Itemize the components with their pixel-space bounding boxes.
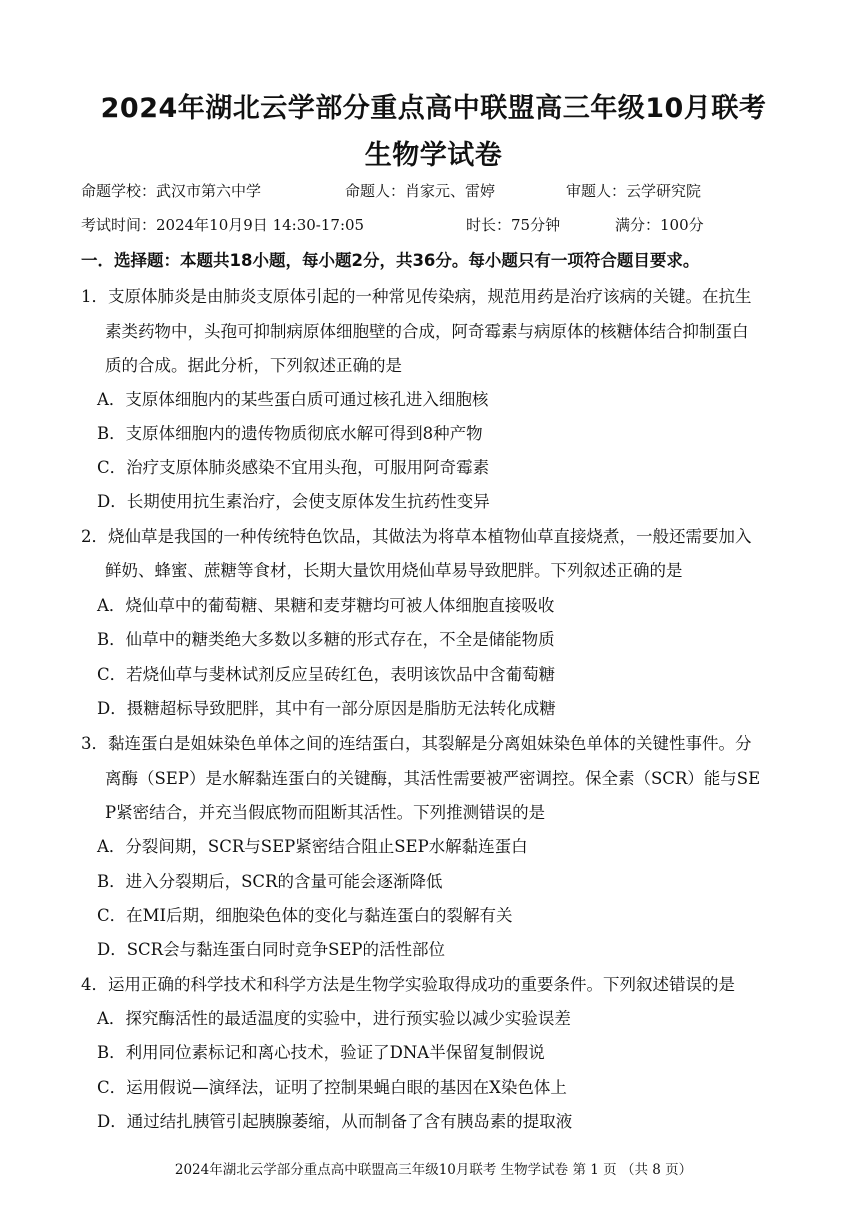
question-2-option-c: C．若烧仙草与斐林试剂反应呈砖红色，表明该饮品中含葡萄糖 [97,665,556,684]
question-1-option-b: B．支原体细胞内的遗传物质彻底水解可得到8种产物 [97,424,483,443]
question-4-line-1: 4．运用正确的科学技术和科学方法是生物学实验取得成功的重要条件。下列叙述错误的是 [81,975,735,994]
question-3-line-3: P紧密结合，并充当假底物而阻断其活性。下列推测错误的是 [105,803,546,822]
school-label: 命题学校：武汉市第六中学 [81,182,262,200]
exam-title: 2024年湖北云学部分重点高中联盟高三年级10月联考 [100,93,767,124]
question-3-option-c: C．在MI后期，细胞染色体的变化与黏连蛋白的裂解有关 [97,906,513,925]
question-2-option-a: A．烧仙草中的葡萄糖、果糖和麦芽糖均可被人体细胞直接吸收 [97,596,555,615]
question-2-option-b: B．仙草中的糖类绝大多数以多糖的形式存在，不全是储能物质 [97,630,555,649]
question-3-option-d: D．SCR会与黏连蛋白同时竞争SEP的活性部位 [97,940,446,959]
question-1-option-d: D．长期使用抗生素治疗，会使支原体发生抗药性变异 [97,492,490,511]
question-1-option-c: C．治疗支原体肺炎感染不宜用头孢，可服用阿奇霉素 [97,458,490,477]
page-footer: 2024年湖北云学部分重点高中联盟高三年级10月联考 生物学试卷 第 1 页 （共 8 页） [174,1162,693,1178]
question-3-option-a: A．分裂间期，SCR与SEP紧密结合阻止SEP水解黏连蛋白 [97,837,528,856]
full-score-label: 满分：100分 [615,216,704,234]
question-1-line-3: 质的合成。据此分析，下列叙述正确的是 [105,356,402,375]
question-2-option-d: D．摄糖超标导致肥胖，其中有一部分原因是脂肪无法转化成糖 [97,699,556,718]
question-4-option-d: D．通过结扎胰管引起胰腺萎缩，从而制备了含有胰岛素的提取液 [97,1112,573,1131]
section-title: 一．选择题：本题共18小题，每小题2分，共36分。每小题只有一项符合题目要求。 [81,251,700,270]
question-1-option-a: A．支原体细胞内的某些蛋白质可通过核孔进入细胞核 [97,390,489,409]
question-4-option-b: B．利用同位素标记和离心技术，验证了DNA半保留复制假说 [97,1043,545,1062]
exam-time-label: 考试时间：2024年10月9日 14:30-17:05 [81,216,365,234]
authors-label: 命题人：肖家元、雷婷 [345,182,496,200]
question-3-option-b: B．进入分裂期后，SCR的含量可能会逐渐降低 [97,872,443,891]
exam-subtitle: 生物学试卷 [364,140,503,171]
question-3-line-1: 3．黏连蛋白是姐妹染色单体之间的连结蛋白，其裂解是分离姐妹染色单体的关键性事件。分 [81,734,752,753]
question-1-line-2: 素类药物中，头孢可抑制病原体细胞壁的合成，阿奇霉素与病原体的核糖体结合抑制蛋白 [105,322,749,341]
question-2-line-2: 鲜奶、蜂蜜、蔗糖等食材，长期大量饮用烧仙草易导致肥胖。下列叙述正确的是 [105,561,683,580]
reviewer-label: 审题人：云学研究院 [566,182,702,200]
question-4-option-a: A．探究酶活性的最适温度的实验中，进行预实验以减少实验误差 [97,1009,571,1028]
question-1-line-1: 1．支原体肺炎是由肺炎支原体引起的一种常见传染病，规范用药是治疗该病的关键。在抗生 [81,287,752,306]
duration-label: 时长：75分钟 [466,216,561,234]
question-4-option-c: C．运用假说—演绎法，证明了控制果蝇白眼的基因在X染色体上 [97,1078,567,1097]
question-2-line-1: 2．烧仙草是我国的一种传统特色饮品，其做法为将草本植物仙草直接烧煮，一般还需要加入 [81,527,752,546]
question-3-line-2: 离酶（SEP）是水解黏连蛋白的关键酶，其活性需要被严密调控。保全素（SCR）能与SE [105,769,761,788]
